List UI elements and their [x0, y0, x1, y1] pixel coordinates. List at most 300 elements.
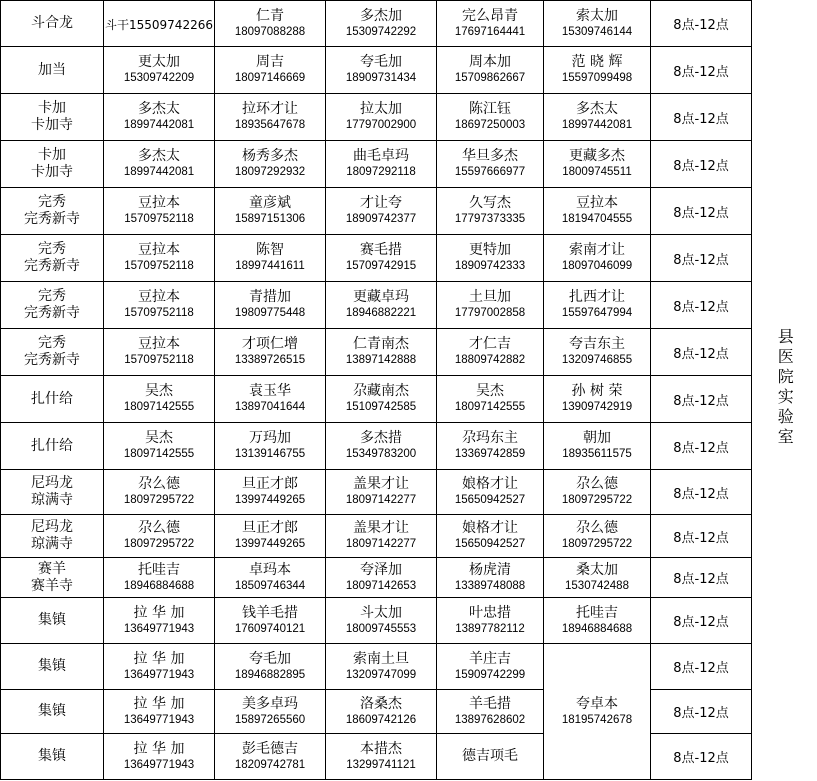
staff-phone: 18097292118 — [346, 166, 416, 178]
staff-cell — [104, 188, 215, 235]
location-cell — [1, 470, 104, 515]
staff-phone: 15709742915 — [345, 260, 417, 272]
staff-phone: 15709862667 — [454, 72, 526, 84]
staff-phone: 13649771943 — [123, 758, 195, 771]
staff-cell — [437, 188, 544, 235]
staff-cell — [326, 47, 437, 94]
staff-name: 彭毛德吉 — [242, 740, 298, 757]
staff-phone: 18935611575 — [562, 448, 632, 460]
staff-cell — [215, 282, 326, 329]
location-label: 卡加寺 — [31, 164, 73, 180]
staff-cell — [104, 644, 215, 690]
staff-name: 尕藏南杰 — [353, 383, 409, 399]
staff-cell — [104, 470, 215, 515]
table-row — [1, 282, 817, 329]
staff-cell — [104, 329, 215, 376]
location-label: 完秀 — [38, 241, 66, 257]
staff-cell — [326, 188, 437, 235]
staff-phone: 13897041644 — [234, 401, 306, 413]
staff-phone: 15909742299 — [454, 668, 526, 681]
staff-name: 盖果才让 — [353, 520, 409, 536]
staff-name: 童彦斌 — [249, 195, 291, 211]
staff-name: 陈江钰 — [469, 101, 511, 117]
location-cell — [1, 235, 104, 282]
staff-name: 豆拉本 — [576, 195, 618, 211]
location-cell — [1, 644, 104, 690]
location-label: 完秀 — [38, 288, 66, 304]
staff-cell — [437, 423, 544, 470]
staff-cell — [215, 644, 326, 690]
time-slot: 8点-12点 — [673, 393, 729, 409]
staff-phone: 15650942527 — [454, 494, 526, 506]
staff-cell — [544, 1, 651, 47]
table-row — [1, 734, 817, 780]
staff-cell — [215, 423, 326, 470]
staff-name: 拉太加 — [360, 101, 402, 117]
staff-name: 索太加 — [576, 7, 618, 24]
location-label: 尼玛龙 — [31, 519, 73, 535]
staff-phone: 13649771943 — [123, 622, 195, 635]
time-slot: 8点-12点 — [673, 299, 729, 315]
staff-name: 托哇吉 — [138, 561, 180, 578]
staff-cell — [104, 94, 215, 141]
staff-phone: 18946882221 — [345, 307, 417, 319]
staff-phone: 18909731434 — [345, 72, 417, 84]
staff-cell — [104, 1, 215, 47]
staff-cell — [326, 376, 437, 423]
staff-name: 夸毛加 — [360, 54, 402, 70]
time-slot-cell — [651, 47, 752, 94]
time-slot: 8点-12点 — [673, 440, 729, 456]
staff-phone: 18946884688 — [123, 579, 195, 592]
staff-name: 土旦加 — [469, 289, 511, 305]
staff-phone: 15597647994 — [561, 307, 633, 319]
staff-phone: 18509746344 — [234, 579, 306, 592]
staff-cell — [544, 235, 651, 282]
staff-cell — [437, 515, 544, 558]
staff-name: 羊庄吉 — [469, 650, 511, 667]
staff-name: 盖果才让 — [353, 476, 409, 492]
staff-phone: 13897142888 — [345, 354, 417, 366]
staff-name: 孙 树 荣 — [571, 383, 623, 399]
location-label: 集镇 — [38, 748, 66, 764]
staff-phone: 13389726515 — [234, 354, 306, 366]
staff-name: 托哇吉 — [576, 604, 618, 621]
staff-name: 旦正才郎 — [242, 520, 298, 536]
staff-cell — [544, 598, 651, 644]
staff-phone: 18609742126 — [345, 713, 417, 726]
staff-cell — [437, 1, 544, 47]
staff-cell — [544, 515, 651, 558]
staff-inline: 斗干15509742266 — [105, 18, 213, 32]
staff-phone: 15897265560 — [234, 713, 306, 726]
staff-cell — [437, 282, 544, 329]
staff-name: 尕么德 — [576, 476, 618, 492]
staff-name: 吴杰 — [145, 430, 173, 446]
time-slot-cell — [651, 515, 752, 558]
time-slot-cell — [651, 598, 752, 644]
staff-cell — [215, 515, 326, 558]
staff-cell — [326, 470, 437, 515]
staff-phone: 17697164441 — [454, 25, 526, 38]
location-cell — [1, 690, 104, 734]
time-slot-cell — [651, 644, 752, 690]
time-slot-cell — [651, 376, 752, 423]
staff-phone: 18195742678 — [561, 713, 633, 726]
staff-phone: 15349783200 — [345, 448, 417, 460]
staff-name: 德吉项毛 — [462, 748, 518, 764]
location-label: 扎什给 — [31, 390, 73, 407]
location-label: 尼玛龙 — [31, 475, 73, 491]
location-label: 赛羊 — [38, 560, 66, 577]
staff-phone: 13997449265 — [234, 494, 306, 506]
staff-phone: 15709752118 — [124, 260, 194, 272]
staff-name: 豆拉本 — [138, 289, 180, 305]
staff-name: 拉 华 加 — [133, 650, 185, 667]
staff-phone: 18946884688 — [561, 622, 633, 635]
time-slot-cell — [651, 558, 752, 598]
staff-phone: 18097142555 — [123, 401, 195, 413]
staff-phone: 17797002858 — [454, 307, 526, 319]
staff-name: 曲毛卓玛 — [353, 148, 409, 164]
staff-name: 陈智 — [256, 242, 284, 258]
staff-cell — [544, 47, 651, 94]
staff-phone: 18194704555 — [561, 213, 633, 225]
time-slot-cell — [651, 734, 752, 780]
staff-phone: 1530742488 — [565, 579, 629, 592]
staff-name: 多杰太 — [576, 101, 618, 117]
staff-name: 斗太加 — [360, 604, 402, 621]
staff-name: 叶忠措 — [469, 604, 511, 621]
time-slot-cell — [651, 329, 752, 376]
merged-staff-cell — [544, 644, 651, 780]
staff-cell — [326, 282, 437, 329]
location-label: 完秀新寺 — [24, 211, 80, 227]
staff-cell — [215, 558, 326, 598]
staff-name: 羊毛措 — [469, 695, 511, 712]
staff-cell — [215, 141, 326, 188]
staff-name: 娘格才让 — [462, 476, 518, 492]
staff-phone: 13369742859 — [454, 448, 526, 460]
staff-name: 尕么德 — [138, 476, 180, 492]
staff-cell — [215, 690, 326, 734]
staff-name: 袁玉华 — [249, 383, 291, 399]
staff-phone: 15597099498 — [561, 72, 633, 84]
staff-name: 仁青 — [256, 7, 284, 24]
staff-name: 周吉 — [256, 54, 284, 70]
staff-name: 桑太加 — [576, 561, 618, 578]
location-label: 集镇 — [38, 658, 66, 674]
staff-name: 豆拉本 — [138, 242, 180, 258]
staff-phone: 18997442081 — [123, 119, 195, 131]
staff-cell — [326, 235, 437, 282]
staff-cell — [326, 141, 437, 188]
staff-cell — [104, 734, 215, 780]
location-label: 扎什给 — [31, 437, 73, 454]
staff-phone: 17609740121 — [234, 622, 306, 635]
table-row — [1, 598, 817, 644]
staff-phone: 15709752118 — [124, 307, 194, 319]
staff-phone: 18997442081 — [123, 166, 195, 178]
table-row — [1, 235, 817, 282]
staff-phone: 13299741121 — [346, 758, 416, 771]
staff-cell — [544, 94, 651, 141]
staff-name: 杨秀多杰 — [242, 148, 298, 164]
staff-name: 旦正才郎 — [242, 476, 298, 492]
time-slot: 8点-12点 — [673, 661, 729, 676]
table-row — [1, 1, 817, 47]
staff-name: 索南才让 — [569, 242, 625, 258]
staff-cell — [437, 94, 544, 141]
staff-phone: 18097142277 — [345, 538, 417, 550]
staff-cell — [437, 598, 544, 644]
roster-body — [1, 1, 817, 780]
staff-name: 仁青南杰 — [353, 336, 409, 352]
staff-phone: 18097142555 — [123, 448, 195, 460]
staff-name: 豆拉本 — [138, 195, 180, 211]
location-cell — [1, 1, 104, 47]
staff-cell — [215, 598, 326, 644]
staff-phone: 18809742882 — [454, 354, 526, 366]
staff-phone: 18097292932 — [234, 166, 306, 178]
location-cell — [1, 141, 104, 188]
staff-name: 娘格才让 — [462, 520, 518, 536]
staff-phone: 15709752118 — [124, 354, 194, 366]
location-label: 卡加 — [38, 147, 66, 163]
staff-phone: 13897782112 — [455, 622, 525, 635]
location-label: 斗合龙 — [31, 15, 73, 31]
staff-phone: 18009745553 — [345, 622, 417, 635]
staff-cell — [437, 558, 544, 598]
staff-cell — [437, 376, 544, 423]
staff-phone: 18997441611 — [235, 260, 305, 272]
staff-name: 杨虎清 — [469, 561, 511, 578]
location-cell — [1, 329, 104, 376]
staff-name: 周本加 — [469, 54, 511, 70]
staff-phone: 18097142653 — [345, 579, 417, 592]
time-slot: 8点-12点 — [673, 346, 729, 362]
staff-name: 吴杰 — [476, 383, 504, 399]
staff-phone: 18097146669 — [234, 72, 306, 84]
staff-name: 久写杰 — [469, 195, 511, 211]
staff-phone: 13909742919 — [561, 401, 633, 413]
staff-cell — [437, 141, 544, 188]
staff-cell — [326, 690, 437, 734]
location-cell — [1, 94, 104, 141]
staff-phone: 18935647678 — [234, 119, 306, 131]
staff-phone: 18697250003 — [454, 119, 526, 131]
staff-cell — [215, 329, 326, 376]
staff-name: 美多卓玛 — [242, 695, 298, 712]
time-slot: 8点-12点 — [673, 530, 729, 546]
staff-cell — [215, 376, 326, 423]
table-row — [1, 141, 817, 188]
location-label: 赛羊寺 — [31, 577, 73, 594]
location-cell — [1, 558, 104, 598]
staff-phone: 15309746144 — [561, 25, 633, 38]
staff-cell — [326, 423, 437, 470]
location-cell — [1, 282, 104, 329]
staff-name: 万玛加 — [249, 430, 291, 446]
staff-name: 拉 华 加 — [133, 695, 185, 712]
staff-phone: 13649771943 — [123, 668, 195, 681]
staff-cell — [215, 94, 326, 141]
staff-phone: 18097295722 — [123, 538, 195, 550]
staff-phone: 13649771943 — [123, 713, 195, 726]
location-label: 卡加寺 — [31, 117, 73, 133]
staff-name: 范 晓 辉 — [571, 54, 623, 70]
time-slot-cell — [651, 470, 752, 515]
staff-cell — [544, 558, 651, 598]
staff-name: 才让夸 — [360, 195, 402, 211]
staff-cell — [437, 734, 544, 780]
staff-cell — [104, 141, 215, 188]
staff-phone: 18997442081 — [561, 119, 633, 131]
staff-cell — [544, 376, 651, 423]
time-slot: 8点-12点 — [673, 111, 729, 127]
time-slot: 8点-12点 — [673, 486, 729, 502]
staff-phone: 15650942527 — [454, 538, 526, 550]
time-slot-cell — [651, 282, 752, 329]
time-slot: 8点-12点 — [673, 706, 729, 721]
staff-name: 多杰措 — [360, 430, 402, 446]
staff-phone: 18097142277 — [345, 494, 417, 506]
time-slot-cell — [651, 1, 752, 47]
location-label: 琼满寺 — [31, 536, 73, 552]
staff-name: 更太加 — [138, 54, 180, 70]
staff-phone: 18009745511 — [562, 166, 632, 178]
staff-name: 夸泽加 — [360, 561, 402, 578]
table-row — [1, 188, 817, 235]
time-slot: 8点-12点 — [673, 615, 729, 630]
staff-cell — [104, 598, 215, 644]
location-label: 完秀新寺 — [24, 258, 80, 274]
staff-name: 拉环才让 — [242, 101, 298, 117]
staff-phone: 18909742333 — [454, 260, 526, 272]
staff-phone: 18097295722 — [123, 494, 195, 506]
staff-name: 拉 华 加 — [133, 604, 185, 621]
staff-name: 尕么德 — [576, 520, 618, 536]
staff-cell — [544, 188, 651, 235]
staff-name: 尕么德 — [138, 520, 180, 536]
time-slot: 8点-12点 — [673, 18, 729, 33]
staff-cell — [326, 1, 437, 47]
staff-phone: 15309742292 — [345, 25, 417, 38]
location-cell — [1, 188, 104, 235]
time-slot: 8点-12点 — [673, 572, 729, 587]
staff-cell — [104, 47, 215, 94]
staff-phone: 18097295722 — [561, 494, 633, 506]
location-cell — [1, 734, 104, 780]
time-slot-cell — [651, 423, 752, 470]
staff-cell — [104, 515, 215, 558]
table-row — [1, 470, 817, 515]
staff-cell — [104, 376, 215, 423]
time-slot-cell — [651, 235, 752, 282]
time-slot: 8点-12点 — [673, 205, 729, 221]
location-label: 加当 — [38, 61, 66, 78]
staff-cell — [326, 329, 437, 376]
table-row — [1, 94, 817, 141]
staff-cell — [215, 235, 326, 282]
staff-cell — [437, 235, 544, 282]
staff-name: 多杰太 — [138, 101, 180, 117]
staff-cell — [544, 329, 651, 376]
staff-name: 多杰加 — [360, 7, 402, 24]
table-row — [1, 423, 817, 470]
staff-phone: 17797373335 — [454, 213, 526, 225]
staff-phone: 18097088288 — [234, 25, 306, 38]
location-cell — [1, 376, 104, 423]
staff-phone: 15109742585 — [345, 401, 417, 413]
staff-cell — [104, 423, 215, 470]
staff-cell — [326, 644, 437, 690]
staff-cell — [437, 47, 544, 94]
staff-cell — [104, 235, 215, 282]
staff-name: 尕玛东主 — [462, 430, 518, 446]
location-label: 琼满寺 — [31, 492, 73, 508]
staff-phone: 13389748088 — [454, 579, 526, 592]
staff-cell — [326, 515, 437, 558]
side-label-cell — [752, 1, 817, 780]
staff-name: 卓玛本 — [249, 561, 291, 578]
staff-name: 更藏卓玛 — [353, 289, 409, 305]
staff-phone: 13897628602 — [454, 713, 526, 726]
table-row — [1, 558, 817, 598]
time-slot: 8点-12点 — [673, 751, 729, 766]
staff-phone: 18946882895 — [234, 668, 306, 681]
staff-name: 扎西才让 — [569, 289, 625, 305]
table-row — [1, 376, 817, 423]
staff-cell — [215, 188, 326, 235]
staff-name: 钱羊毛措 — [242, 604, 298, 621]
staff-name: 本措杰 — [360, 740, 402, 757]
staff-name: 洛桑杰 — [360, 695, 402, 712]
staff-phone: 13997449265 — [234, 538, 306, 550]
staff-cell — [215, 1, 326, 47]
location-cell — [1, 515, 104, 558]
staff-cell — [544, 470, 651, 515]
staff-name: 才项仁增 — [242, 336, 298, 352]
staff-name: 拉 华 加 — [133, 740, 185, 757]
staff-name: 完么昂青 — [462, 7, 518, 24]
staff-phone: 15709752118 — [124, 213, 194, 225]
staff-name: 豆拉本 — [138, 336, 180, 352]
time-slot-cell — [651, 690, 752, 734]
staff-cell — [544, 282, 651, 329]
staff-phone: 13209746855 — [561, 354, 633, 366]
location-label: 完秀 — [38, 194, 66, 210]
location-label: 集镇 — [38, 703, 66, 719]
location-label: 卡加 — [38, 100, 66, 116]
staff-name: 夸吉东主 — [569, 336, 625, 352]
staff-phone: 17797002900 — [345, 119, 417, 131]
staff-phone: 15597666977 — [454, 166, 526, 178]
staff-name: 索南土旦 — [353, 650, 409, 667]
staff-cell — [326, 598, 437, 644]
staff-cell — [437, 690, 544, 734]
location-cell — [1, 47, 104, 94]
staff-phone: 15309742209 — [123, 72, 195, 84]
staff-phone: 15897151306 — [234, 213, 306, 225]
time-slot-cell — [651, 94, 752, 141]
time-slot-cell — [651, 188, 752, 235]
table-row — [1, 329, 817, 376]
staff-name: 才仁吉 — [469, 336, 511, 352]
table-row — [1, 47, 817, 94]
table-row — [1, 690, 817, 734]
table-row — [1, 644, 817, 690]
